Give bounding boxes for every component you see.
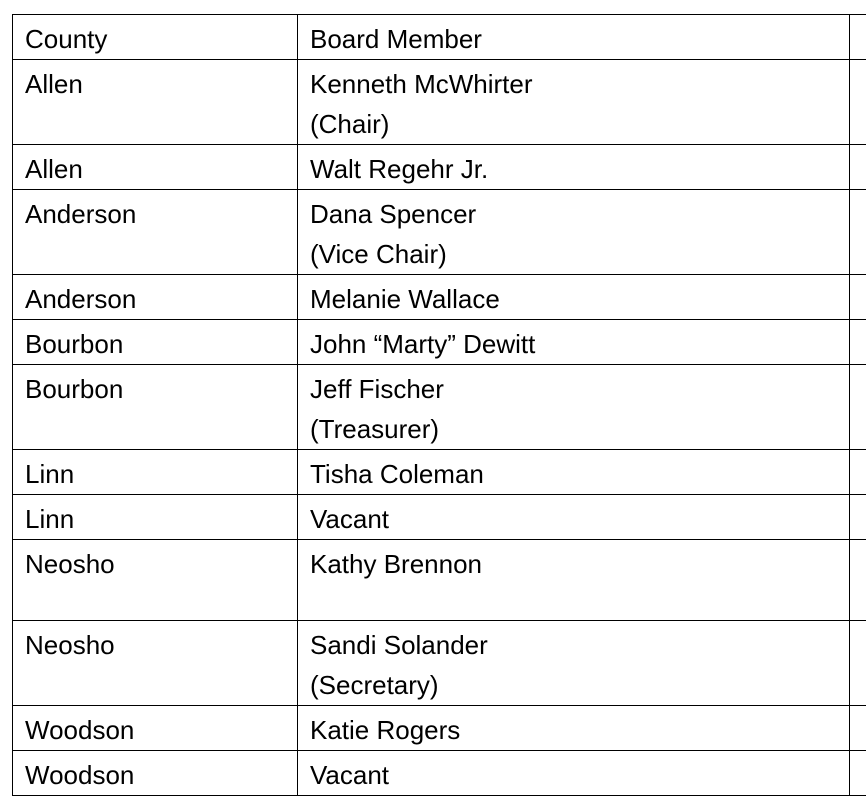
extra-column-cell [850,450,866,495]
member-name: Vacant [310,755,837,795]
table-row [13,450,866,495]
table-row [13,60,866,145]
extra-column-cell [850,190,866,275]
member-name: Dana Spencer [310,194,837,234]
board-members-table [12,14,866,796]
member-cell [298,450,850,495]
table-row [13,275,866,320]
extra-column-cell [850,706,866,751]
extra-column-cell [850,15,866,60]
member-role: (Treasurer) [310,409,837,449]
extra-column-cell [850,365,866,450]
county-cell: Bourbon [13,365,298,450]
table-row [13,145,866,190]
member-name: Tisha Coleman [310,454,837,494]
county-cell: Linn [13,495,298,540]
member-cell [298,365,850,450]
member-cell [298,145,850,190]
county-cell: Allen [13,145,298,190]
member-name: Walt Regehr Jr. [310,149,837,189]
table-row [13,706,866,751]
table-row [13,621,866,706]
member-cell [298,706,850,751]
member-name: Vacant [310,499,837,539]
member-name: Kathy Brennon [310,544,837,584]
member-cell [298,495,850,540]
member-cell [298,540,850,621]
county-cell: Anderson [13,275,298,320]
member-role: (Secretary) [310,665,837,705]
table-row [13,540,866,621]
member-cell [298,275,850,320]
table-row [13,365,866,450]
table-row [13,495,866,540]
county-cell: Woodson [13,751,298,796]
table-row [13,751,866,796]
county-cell: Allen [13,60,298,145]
extra-column-cell [850,621,866,706]
extra-column-cell [850,60,866,145]
county-cell: Anderson [13,190,298,275]
member-cell [298,190,850,275]
member-role: (Chair) [310,104,837,144]
member-cell [298,751,850,796]
header-board-member: Board Member [298,15,850,60]
member-name: Melanie Wallace [310,279,837,319]
header-row [13,15,866,60]
table-row [13,320,866,365]
extra-column-cell [850,320,866,365]
member-cell [298,320,850,365]
header-county: County [13,15,298,60]
extra-column-cell [850,751,866,796]
county-cell: Neosho [13,540,298,621]
county-cell: Linn [13,450,298,495]
member-role: (Vice Chair) [310,234,837,274]
member-cell [298,621,850,706]
county-cell: Woodson [13,706,298,751]
extra-column-cell [850,145,866,190]
member-name: John “Marty” Dewitt [310,324,837,364]
member-name: Kenneth McWhirter [310,64,837,104]
member-cell [298,60,850,145]
extra-column-cell [850,495,866,540]
extra-column-cell [850,540,866,621]
table-row [13,190,866,275]
member-name: Sandi Solander [310,625,837,665]
county-cell: Bourbon [13,320,298,365]
extra-column-cell [850,275,866,320]
member-name: Katie Rogers [310,710,837,750]
member-name: Jeff Fischer [310,369,837,409]
county-cell: Neosho [13,621,298,706]
